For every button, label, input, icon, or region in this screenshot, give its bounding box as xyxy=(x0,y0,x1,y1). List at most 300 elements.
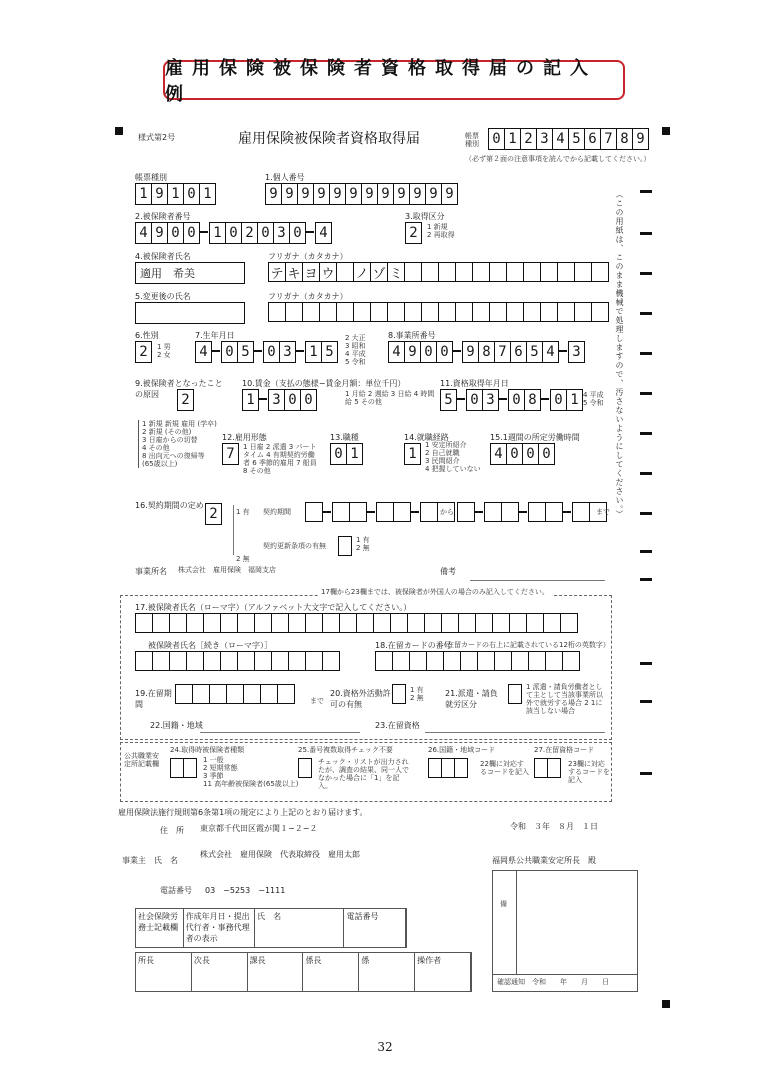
digit-box[interactable]: 9 xyxy=(404,341,421,363)
digit-box[interactable] xyxy=(506,262,524,282)
to-office: 福岡県公共職業安定所長 殿 xyxy=(492,856,596,865)
henko-field[interactable] xyxy=(135,302,245,324)
box[interactable] xyxy=(170,758,184,778)
digit-box[interactable]: 9 xyxy=(462,341,479,363)
jikan-boxes[interactable] xyxy=(490,443,554,465)
digit-box[interactable] xyxy=(528,651,546,671)
digit-box[interactable] xyxy=(404,302,422,322)
digit-box[interactable]: 9 xyxy=(377,183,394,205)
stamp-cell: 課長 xyxy=(248,953,304,991)
box[interactable] xyxy=(454,758,468,778)
digit-box[interactable]: 7 xyxy=(494,341,511,363)
digit-box[interactable] xyxy=(441,613,459,633)
digit-box[interactable]: 0 xyxy=(330,443,347,465)
biko-label: 備考 xyxy=(440,567,456,576)
zkikan-boxes[interactable] xyxy=(175,684,294,704)
digit-box[interactable] xyxy=(339,613,357,633)
box[interactable] xyxy=(547,758,561,778)
digit-box[interactable]: 0 xyxy=(257,222,274,244)
digit-box[interactable] xyxy=(421,302,439,322)
digit-box[interactable]: 0 xyxy=(183,183,200,205)
side-note: （この用紙は、このまま機械で処理しますので、汚さないようにしてください。） xyxy=(615,190,624,519)
digit-box[interactable] xyxy=(152,651,170,671)
keiyaku-label: 16.契約期間の定め xyxy=(135,501,204,510)
digit-box[interactable] xyxy=(545,651,563,671)
digit-box[interactable]: 0 xyxy=(538,443,555,465)
page-title: 雇用保険被保険者資格取得届の記入例 xyxy=(163,60,625,100)
digit-box[interactable]: 0 xyxy=(466,389,483,411)
reference-note: （必ず第２面の注意事項を読んでから記載してください。） xyxy=(465,155,651,163)
digit-box[interactable] xyxy=(455,302,473,322)
digit-box[interactable] xyxy=(319,302,337,322)
digit-box[interactable] xyxy=(305,613,323,633)
digit-box[interactable] xyxy=(260,684,278,704)
box[interactable] xyxy=(183,758,197,778)
digit-box[interactable] xyxy=(169,613,187,633)
digit-box[interactable] xyxy=(285,302,303,322)
digit-box[interactable] xyxy=(373,613,391,633)
digit-box[interactable]: 5 xyxy=(237,341,254,363)
digit-box[interactable] xyxy=(557,262,575,282)
timing-mark xyxy=(640,392,652,395)
chingin-boxes[interactable] xyxy=(242,389,316,411)
digit-box[interactable] xyxy=(426,651,444,671)
digit-box[interactable] xyxy=(288,651,306,671)
jikan-label: 15.1週間の所定労働時間 xyxy=(490,433,580,442)
keiyaku-to-boxes[interactable] xyxy=(457,502,606,522)
digit-box[interactable]: 5 xyxy=(440,389,457,411)
dash-separator xyxy=(322,502,332,522)
digit-box[interactable]: 3 xyxy=(536,128,553,150)
box[interactable] xyxy=(534,758,548,778)
digit-box[interactable]: 3 xyxy=(268,389,285,411)
digit-box[interactable] xyxy=(305,651,323,671)
digit-box[interactable] xyxy=(477,651,495,671)
digit-box[interactable] xyxy=(574,262,592,282)
digit-box[interactable] xyxy=(390,613,408,633)
digit-box[interactable]: 0 xyxy=(506,443,523,465)
sex-options: 1 男 2 女 xyxy=(157,343,171,360)
digit-box[interactable]: 9 xyxy=(393,183,410,205)
kojin-boxes[interactable] xyxy=(265,183,457,205)
digit-box[interactable] xyxy=(475,613,493,633)
employer-label: 事業主 氏 名 xyxy=(122,856,178,865)
digit-box[interactable] xyxy=(152,613,170,633)
digit-box[interactable] xyxy=(489,262,507,282)
digit-box[interactable]: 1 xyxy=(504,128,521,150)
digit-box[interactable]: 0 xyxy=(522,443,539,465)
foreign-note: 17欄から23欄までは、被保険者が外国人の場合のみ記入してください。 xyxy=(318,588,552,596)
digit-box[interactable] xyxy=(509,613,527,633)
digit-box[interactable]: 0 xyxy=(289,222,306,244)
digit-box[interactable]: 4 xyxy=(490,443,507,465)
digit-box[interactable] xyxy=(489,302,507,322)
digit-box[interactable] xyxy=(526,613,544,633)
digit-box[interactable]: 0 xyxy=(508,389,525,411)
digit-box[interactable] xyxy=(424,613,442,633)
receipt-hline xyxy=(492,974,638,975)
digit-box[interactable] xyxy=(560,613,578,633)
henko-label: 5.変更後の氏名 xyxy=(135,292,191,301)
sharoushi-cell: 社会保険労務士記載欄 xyxy=(136,909,184,947)
digit-box[interactable]: 2 xyxy=(520,128,537,150)
digit-box[interactable] xyxy=(254,651,272,671)
digit-box[interactable]: 1 xyxy=(305,341,322,363)
digit-box[interactable] xyxy=(443,651,461,671)
box[interactable] xyxy=(428,758,442,778)
digit-box[interactable] xyxy=(336,262,354,282)
digit-box[interactable] xyxy=(492,613,510,633)
digit-box[interactable] xyxy=(288,613,306,633)
digit-box[interactable] xyxy=(336,302,354,322)
digit-box[interactable] xyxy=(186,613,204,633)
shikaku-label: 23.在留資格 xyxy=(375,721,420,730)
digit-box[interactable]: 0 xyxy=(550,389,567,411)
jigyosho-boxes[interactable] xyxy=(388,341,584,363)
stamp-cell: 係 xyxy=(359,953,415,991)
digit-box[interactable] xyxy=(135,651,153,671)
f24-boxes[interactable] xyxy=(170,758,196,778)
dash-separator xyxy=(410,502,420,522)
digit-box[interactable]: 8 xyxy=(478,341,495,363)
digit-box[interactable] xyxy=(472,262,490,282)
digit-box[interactable]: 1 xyxy=(199,183,216,205)
digit-box[interactable] xyxy=(237,651,255,671)
keiro-box[interactable]: 1 xyxy=(404,443,421,465)
keiyaku-kikan-label: 契約期間 xyxy=(263,508,291,516)
sex-box[interactable]: 2 xyxy=(135,341,152,363)
timing-mark xyxy=(640,272,652,275)
digit-box[interactable] xyxy=(591,262,609,282)
f27-note: 23欄に対応するコードを記入 xyxy=(568,760,610,785)
digit-box[interactable]: 9 xyxy=(361,183,378,205)
shutoku-box[interactable]: 2 xyxy=(405,222,422,244)
digit-box[interactable]: 0 xyxy=(183,222,200,244)
shokushu-boxes[interactable] xyxy=(330,443,362,465)
digit-box[interactable]: 1 xyxy=(209,222,226,244)
digit-box[interactable] xyxy=(375,651,393,671)
digit-box[interactable] xyxy=(271,651,289,671)
furigana-boxes[interactable] xyxy=(268,262,608,282)
receipt-divider xyxy=(516,870,517,974)
digit-box[interactable] xyxy=(472,302,490,322)
f27-boxes[interactable] xyxy=(534,758,560,778)
zairyu-label: 18.在留カードの番号 xyxy=(375,641,452,650)
digit-box[interactable] xyxy=(438,302,456,322)
digit-box[interactable]: 7 xyxy=(600,128,617,150)
digit-box[interactable] xyxy=(356,613,374,633)
digit-box[interactable]: 3 xyxy=(279,341,296,363)
digit-box[interactable] xyxy=(540,262,558,282)
form-number: 様式第2号 xyxy=(138,133,176,142)
shutokubi-label: 11.資格取得年月日 xyxy=(440,379,509,388)
digit-box[interactable]: 3 xyxy=(273,222,290,244)
kojin-label: 1.個人番号 xyxy=(265,173,305,182)
digit-box[interactable] xyxy=(457,502,475,522)
digit-box[interactable]: 5 xyxy=(568,128,585,150)
digit-box[interactable]: 5 xyxy=(526,341,543,363)
dash-separator xyxy=(295,341,305,361)
shikaku-line xyxy=(425,732,605,733)
digit-box[interactable] xyxy=(332,502,350,522)
digit-box[interactable]: 9 xyxy=(265,183,282,205)
digit-box[interactable]: 1 xyxy=(566,389,583,411)
form-title: 雇用保険被保険者資格取得届 xyxy=(238,131,420,147)
digit-box[interactable] xyxy=(574,302,592,322)
keiro-options: 1 安定所紹介 2 自己就職 3 民間紹介 4 把握していない xyxy=(425,441,481,474)
digit-box[interactable]: 0 xyxy=(263,341,280,363)
digit-box[interactable] xyxy=(186,651,204,671)
keiyaku-box[interactable]: 2 xyxy=(205,503,222,525)
dash-separator xyxy=(211,341,221,361)
digit-box[interactable] xyxy=(135,613,153,633)
digit-box[interactable] xyxy=(506,302,524,322)
digit-box[interactable]: 0 xyxy=(225,222,242,244)
romaji-boxes[interactable] xyxy=(135,613,577,633)
digit-box[interactable] xyxy=(268,302,286,322)
chingin-label: 10.賃金（支払の態様−賃金月額：単位千円） xyxy=(242,379,406,388)
furigana-label: フリガナ（カタカナ） xyxy=(268,252,348,261)
digit-box[interactable] xyxy=(543,613,561,633)
digit-box[interactable] xyxy=(169,651,187,671)
reference-digits xyxy=(488,128,648,150)
digit-box[interactable] xyxy=(209,684,227,704)
digit-box[interactable]: 9 xyxy=(632,128,649,150)
stamp-row xyxy=(135,952,472,992)
law-text: 雇用保険法施行規則第6条第1項の規定により上記のとおり届けます。 xyxy=(118,808,368,817)
digit-box[interactable]: 9 xyxy=(409,183,426,205)
koushin-box[interactable] xyxy=(338,536,352,556)
digit-box[interactable]: 1 xyxy=(167,183,184,205)
dash-separator xyxy=(498,389,508,409)
digit-box[interactable]: 9 xyxy=(313,183,330,205)
digit-box[interactable] xyxy=(243,684,261,704)
chingin-options: 1 月給 2 週給 3 日給 4 時間給 5 その他 xyxy=(345,390,435,407)
digit-box[interactable] xyxy=(409,651,427,671)
romaji2-boxes[interactable] xyxy=(135,651,339,671)
birth-label: 7.生年月日 xyxy=(195,331,235,340)
digit-box[interactable] xyxy=(511,651,529,671)
shutoku-options: 1 新規 2 再取得 xyxy=(427,223,455,240)
jigyoshomei-label: 事業所名 xyxy=(135,567,167,576)
digit-box[interactable] xyxy=(203,651,221,671)
digit-box[interactable]: 0 xyxy=(167,222,184,244)
digit-box[interactable] xyxy=(404,262,422,282)
keitai-box[interactable]: 7 xyxy=(222,443,239,465)
digit-box[interactable]: ヨ xyxy=(302,262,320,282)
digit-box[interactable]: 0 xyxy=(420,341,437,363)
digit-box[interactable] xyxy=(540,302,558,322)
digit-box[interactable] xyxy=(305,502,323,522)
digit-box[interactable] xyxy=(237,613,255,633)
keiro-label: 14.就職経路 xyxy=(404,433,449,442)
digit-box[interactable] xyxy=(175,684,193,704)
digit-box[interactable] xyxy=(501,502,519,522)
shikakugai-label: 20.資格外活動許可の有無 xyxy=(330,689,391,709)
digit-box[interactable]: 9 xyxy=(441,183,458,205)
romaji-label: 17.被保険者氏名（ローマ字）（アルファベット大文字で記入してください。） xyxy=(135,603,412,612)
digit-box[interactable] xyxy=(302,302,320,322)
name-field[interactable]: 適用 希美 xyxy=(135,262,245,284)
digit-box[interactable]: 9 xyxy=(329,183,346,205)
digit-box[interactable]: 5 xyxy=(321,341,338,363)
digit-box[interactable]: 4 xyxy=(388,341,405,363)
digit-box[interactable] xyxy=(528,502,546,522)
sharoushi-cell: 氏 名 xyxy=(255,909,344,947)
digit-box[interactable]: 9 xyxy=(151,183,168,205)
digit-box[interactable]: ミ xyxy=(387,262,405,282)
receipt-label: 備 xyxy=(500,900,507,908)
digit-box[interactable] xyxy=(407,613,425,633)
shutokubi-options: 4 平成 5 令和 xyxy=(583,391,604,408)
zairyu-note: （在留カードの右上に記載されている12桁の英数字） xyxy=(440,641,610,649)
jigyosho-label: 8.事業所番号 xyxy=(388,331,436,340)
digit-box[interactable]: 2 xyxy=(241,222,258,244)
digit-box[interactable]: 1 xyxy=(242,389,259,411)
dash-separator xyxy=(562,502,572,522)
sex-label: 6.性別 xyxy=(135,331,159,340)
digit-box[interactable] xyxy=(370,302,388,322)
zairyu-boxes[interactable] xyxy=(375,651,579,671)
digit-box[interactable] xyxy=(557,302,575,322)
f25-box[interactable] xyxy=(298,758,312,778)
registration-mark xyxy=(115,127,123,135)
kokuseki-label: 22.国籍・地域 xyxy=(150,721,203,730)
keiyaku-kara: から xyxy=(440,508,454,516)
digit-box[interactable] xyxy=(393,502,411,522)
digit-box[interactable] xyxy=(226,684,244,704)
digit-box[interactable]: 4 xyxy=(135,222,152,244)
digit-box[interactable]: 6 xyxy=(584,128,601,150)
digit-box[interactable] xyxy=(203,613,221,633)
digit-box[interactable] xyxy=(420,502,438,522)
digit-box[interactable] xyxy=(349,502,367,522)
box[interactable] xyxy=(441,758,455,778)
digit-box[interactable]: 9 xyxy=(345,183,362,205)
gen-box[interactable]: 2 xyxy=(177,389,194,411)
hihoken-boxes[interactable] xyxy=(135,222,331,244)
digit-box[interactable] xyxy=(562,651,580,671)
timing-mark xyxy=(640,312,652,315)
digit-box[interactable]: 1 xyxy=(135,183,152,205)
digit-box[interactable] xyxy=(421,262,439,282)
digit-box[interactable] xyxy=(460,651,478,671)
digit-box[interactable] xyxy=(277,684,295,704)
digit-box[interactable] xyxy=(387,302,405,322)
digit-box[interactable] xyxy=(271,613,289,633)
digit-box[interactable]: テ xyxy=(268,262,286,282)
digit-box[interactable]: 6 xyxy=(510,341,527,363)
digit-box[interactable]: 0 xyxy=(488,128,505,150)
digit-box[interactable]: 9 xyxy=(297,183,314,205)
digit-box[interactable]: 0 xyxy=(436,341,453,363)
f26-note: 22欄に対応するコードを記入 xyxy=(480,760,529,777)
digit-box[interactable]: 8 xyxy=(616,128,633,150)
digit-box[interactable] xyxy=(220,613,238,633)
jigyoshomei: 株式会社 雇用保険 福岡支店 xyxy=(178,566,276,574)
timing-mark xyxy=(640,352,652,355)
digit-box[interactable]: 4 xyxy=(315,222,332,244)
digit-box[interactable] xyxy=(254,613,272,633)
digit-box[interactable]: ウ xyxy=(319,262,337,282)
digit-box[interactable] xyxy=(523,262,541,282)
kokuseki-line xyxy=(200,732,360,733)
haken-box[interactable] xyxy=(508,684,522,704)
shutokubi-boxes[interactable] xyxy=(440,389,582,411)
digit-box[interactable] xyxy=(494,651,512,671)
chohyo-boxes[interactable] xyxy=(135,183,215,205)
digit-box[interactable] xyxy=(591,302,609,322)
f24-label: 24.取得時被保険者種類 xyxy=(170,746,245,754)
hihoken-label: 2.被保険者番号 xyxy=(135,212,191,221)
digit-box[interactable] xyxy=(220,651,238,671)
digit-box[interactable] xyxy=(572,502,590,522)
timing-mark xyxy=(640,512,652,515)
digit-box[interactable]: 8 xyxy=(524,389,541,411)
timing-mark xyxy=(640,662,652,665)
koushin-options: 1 有 2 無 xyxy=(356,536,370,553)
digit-box[interactable]: 4 xyxy=(542,341,559,363)
registration-mark xyxy=(662,1000,670,1008)
digit-box[interactable]: 4 xyxy=(195,341,212,363)
stamp-cell: 係長 xyxy=(303,953,359,991)
digit-box[interactable] xyxy=(322,613,340,633)
digit-box[interactable] xyxy=(376,502,394,522)
keiyaku-from-boxes[interactable] xyxy=(305,502,454,522)
digit-box[interactable] xyxy=(192,684,210,704)
digit-box[interactable]: 0 xyxy=(300,389,317,411)
digit-box[interactable]: 1 xyxy=(346,443,363,465)
furigana2-boxes[interactable] xyxy=(268,302,608,322)
digit-box[interactable] xyxy=(353,302,371,322)
employer: 株式会社 雇用保険 代表取締役 雇用太郎 xyxy=(200,850,360,859)
digit-box[interactable]: 9 xyxy=(425,183,442,205)
birth-boxes[interactable] xyxy=(195,341,337,363)
reference-label: 帳票種別 xyxy=(465,132,479,149)
digit-box[interactable]: 9 xyxy=(151,222,168,244)
dash-separator xyxy=(474,502,484,522)
stamp-cell: 操作者 xyxy=(415,953,471,991)
keitai-options: 1 日雇 2 派遣 3 パートタイム 4 有期契約労働者 6 季節的雇用 7 船員 8 その他 xyxy=(243,443,317,476)
digit-box[interactable]: ゾ xyxy=(370,262,388,282)
dash-separator xyxy=(456,389,466,409)
phone: 03 −5253 −1111 xyxy=(205,886,286,895)
digit-box[interactable]: 0 xyxy=(284,389,301,411)
digit-box[interactable]: キ xyxy=(285,262,303,282)
bracket-line xyxy=(233,505,234,555)
digit-box[interactable] xyxy=(322,651,340,671)
digit-box[interactable] xyxy=(484,502,502,522)
digit-box[interactable]: 4 xyxy=(552,128,569,150)
digit-box[interactable] xyxy=(545,502,563,522)
digit-box[interactable] xyxy=(458,613,476,633)
digit-box[interactable]: ノ xyxy=(353,262,371,282)
digit-box[interactable]: 3 xyxy=(482,389,499,411)
digit-box[interactable]: 3 xyxy=(568,341,585,363)
f26-boxes[interactable] xyxy=(428,758,467,778)
digit-box[interactable] xyxy=(438,262,456,282)
digit-box[interactable]: 0 xyxy=(221,341,238,363)
digit-box[interactable] xyxy=(392,651,410,671)
digit-box[interactable] xyxy=(455,262,473,282)
timing-mark xyxy=(640,550,652,553)
digit-box[interactable] xyxy=(523,302,541,322)
timing-mark xyxy=(640,432,652,435)
name-label: 4.被保険者氏名 xyxy=(135,252,191,261)
shikakugai-box[interactable] xyxy=(392,684,406,704)
digit-box[interactable]: 9 xyxy=(281,183,298,205)
biko-line xyxy=(470,580,605,581)
